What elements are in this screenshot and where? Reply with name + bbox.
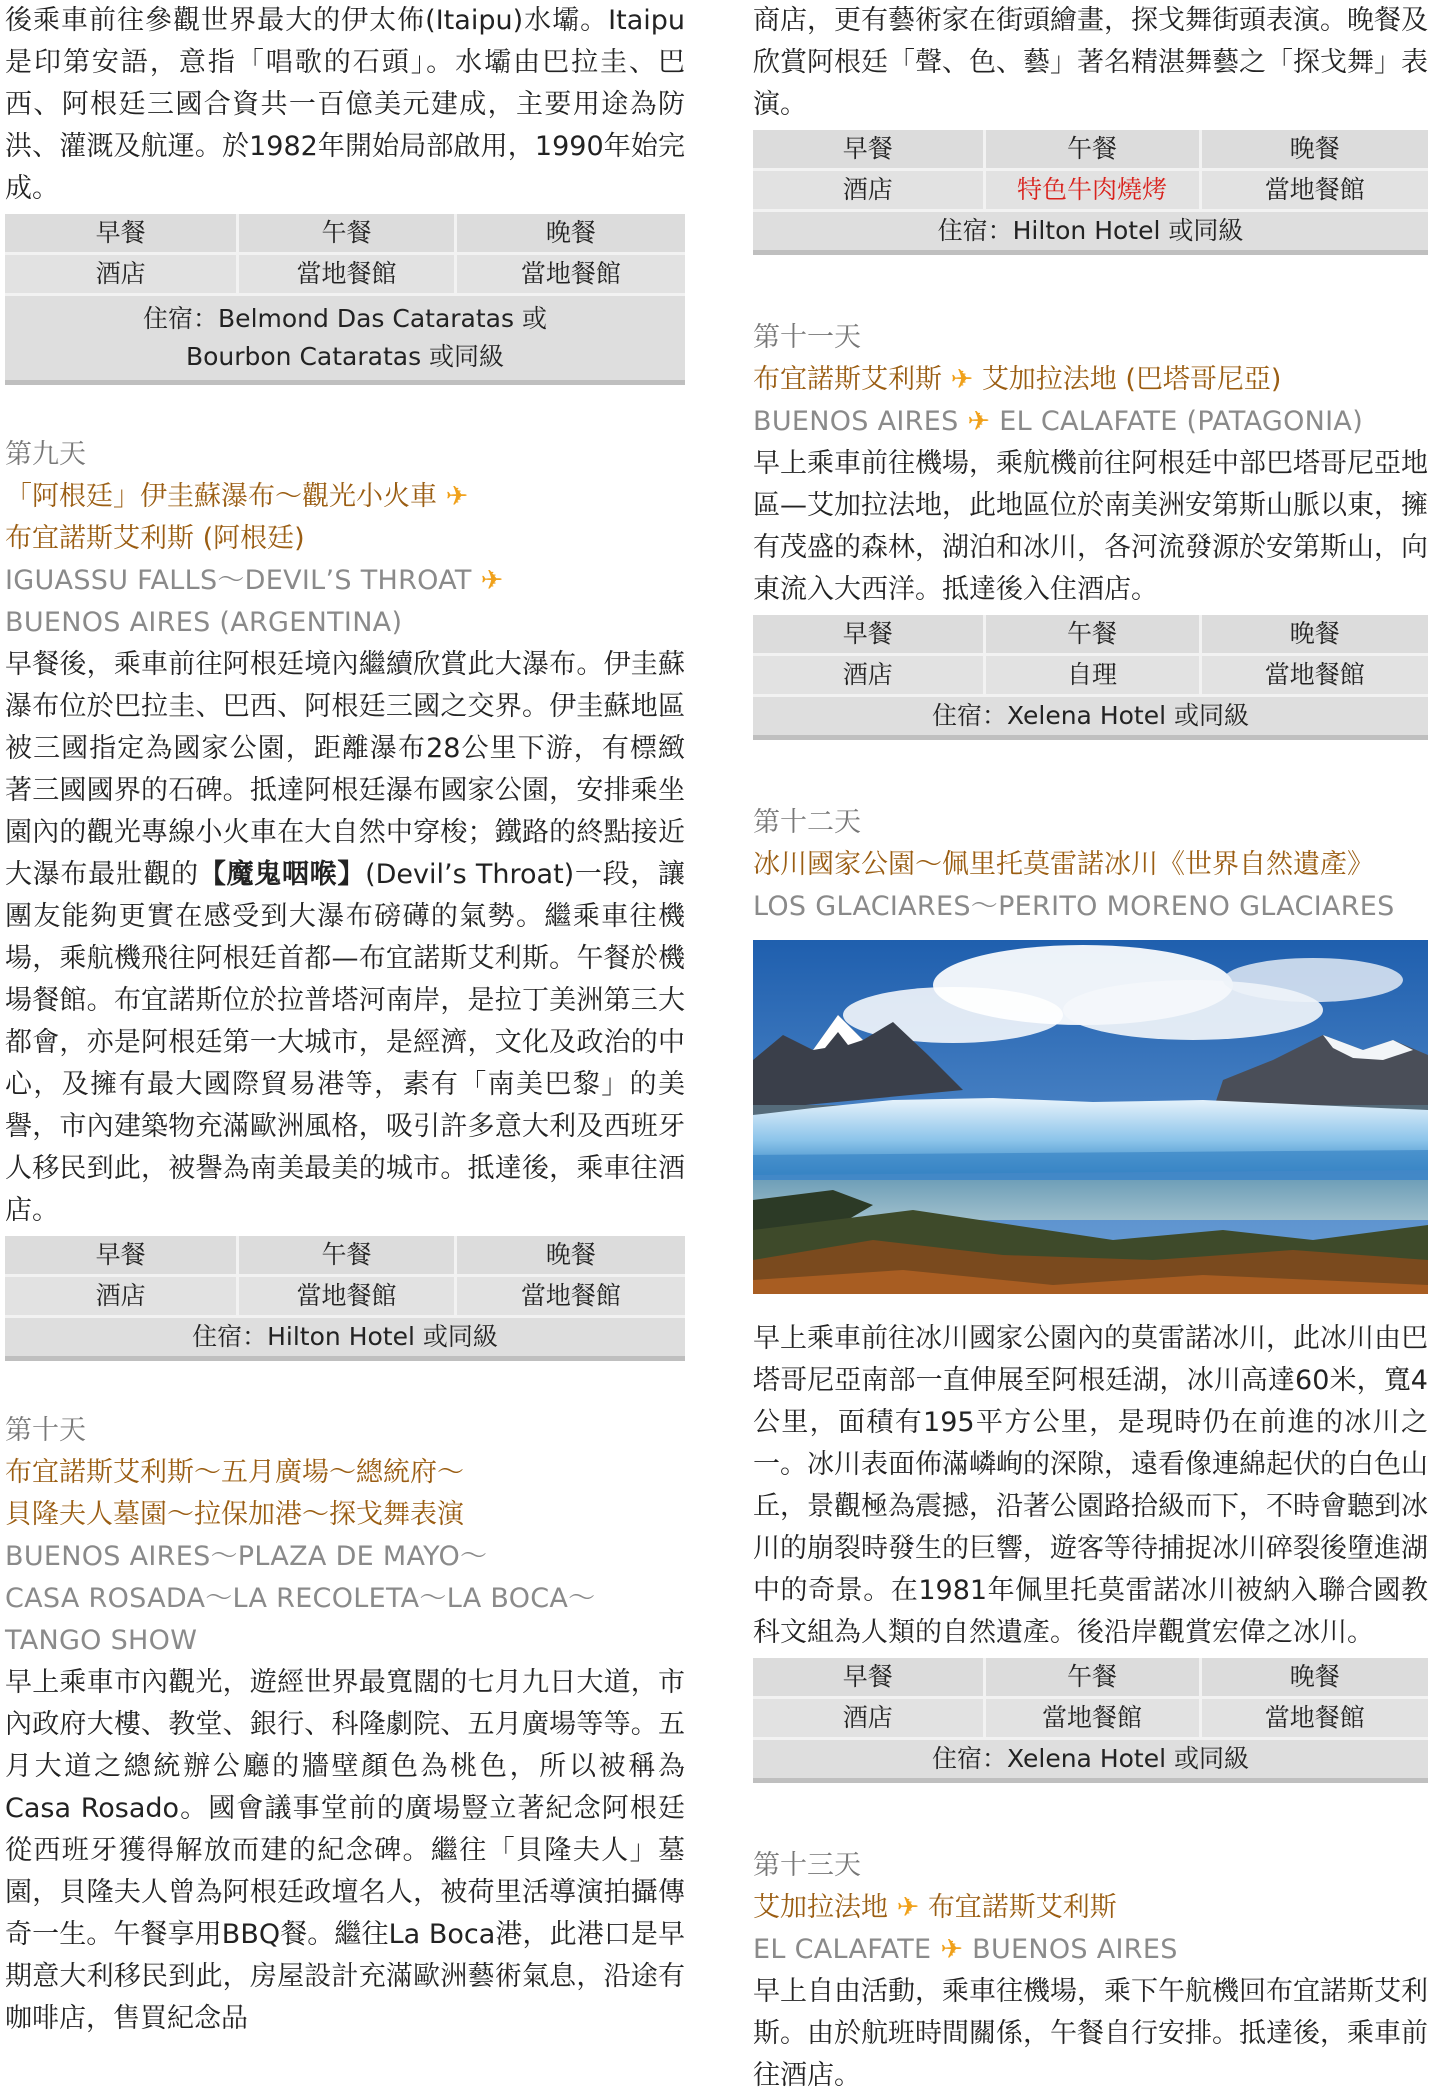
day10-title-en-line1: BUENOS AIRES～PLAZA DE MAYO～: [5, 1541, 488, 1572]
day11-title-cn: [753, 359, 1428, 401]
intro-paragraph: 後乘車前往參觀世界最大的伊太佈(Itaipu)水壩。Itaipu是印第安語，意指「唱歌的石頭」。水壩由巴拉圭、巴西、阿根廷三國合資共一百億美元建成，主要用途為防洪、灌溉及航運。於1982年開始局部啟用，1990年始完成。: [5, 5, 685, 204]
meal-table-day10: [753, 130, 1428, 255]
right-column: [753, 0, 1428, 2097]
day9-paragraph: [5, 644, 685, 1232]
day12-section: [753, 802, 1428, 1654]
breakfast-header: 早餐: [5, 1236, 236, 1277]
day10-title-en-line2: CASA ROSADA～LA RECOLETA～LA BOCA～: [5, 1583, 596, 1614]
breakfast-header: 早餐: [753, 1658, 983, 1699]
day13-label: 第十三天: [753, 1850, 861, 1881]
meal-table-day12: [753, 1658, 1428, 1783]
day11-section: [753, 317, 1428, 611]
day13-title-cn: [753, 1887, 1428, 1929]
airplane-icon: ✈: [950, 364, 974, 395]
airplane-icon: ✈: [940, 1934, 964, 1965]
lunch-header: 午餐: [983, 130, 1199, 171]
day13-section: [753, 1845, 1428, 2097]
day12-title-en: LOS GLACIARES～PERITO MORENO GLACIARES: [753, 891, 1395, 922]
day9-section: [5, 434, 685, 1232]
day10-paragraph: 早上乘車市內觀光，遊經世界最寬闊的七月九日大道，市內政府大樓、教堂、銀行、科隆劇院、五月廣場等等。五月大道之總統辦公廳的牆壁顏色為桃色，所以被稱為Casa Rosado。國會議事堂前的廣場豎立著紀念阿根廷從西班牙獲得解放而建的紀念碑。繼往「貝隆夫人」墓園，貝隆夫人曾為阿根廷政壇名人，被荷里活導演拍攝傳奇一生。午餐享用BBQ餐。繼往La Boca港，此港口是早期意大利移民到此，房屋設計充滿歐洲藝術氣息，沿途有咖啡店，售買紀念品: [5, 1667, 685, 2034]
day11-title-cn-to: 艾加拉法地 (巴塔哥尼亞): [981, 364, 1282, 395]
day9-label: 第九天: [5, 439, 86, 470]
accommodation-line1: 住宿：Belmond Das Cataratas 或: [143, 304, 547, 333]
accommodation: 住宿：Hilton Hotel 或同級: [753, 212, 1428, 250]
meal-table-day8: [5, 214, 685, 385]
lunch-header: 午餐: [236, 1236, 454, 1277]
day13-title-cn-from: 艾加拉法地: [753, 1892, 888, 1923]
lunch-value: 特色牛肉燒烤: [983, 171, 1199, 212]
dinner-header: 晚餐: [1199, 130, 1429, 171]
day11-paragraph: 早上乘車前往機場，乘航機前往阿根廷中部巴塔哥尼亞地區—艾加拉法地，此地區位於南美洲安第斯山脈以東，擁有茂盛的森林，湖泊和冰川，各河流發源於安第斯山，向東流入大西洋。抵達後入住酒店。: [753, 448, 1428, 605]
breakfast-value: 酒店: [5, 255, 236, 296]
day11-title-en-to: EL CALAFATE (PATAGONIA): [999, 406, 1364, 437]
day12-title-cn: 冰川國家公園～佩里托莫雷諾冰川《世界自然遺產》: [753, 849, 1374, 880]
breakfast-value: 酒店: [753, 171, 983, 212]
day11-title-en-from: BUENOS AIRES: [753, 406, 959, 437]
day10-section: [5, 1410, 685, 2040]
breakfast-value: 酒店: [5, 1277, 236, 1318]
meal-table-day9: [5, 1236, 685, 1361]
lunch-header: 午餐: [236, 214, 454, 255]
dinner-value: 當地餐館: [1199, 656, 1429, 697]
day11-title-en: [753, 401, 1428, 443]
breakfast-header: 早餐: [753, 130, 983, 171]
dinner-header: 晚餐: [1199, 1658, 1429, 1699]
day9-title-en-a: IGUASSU FALLS～DEVIL’S THROAT: [5, 565, 472, 596]
dinner-value: 當地餐館: [1199, 171, 1429, 212]
day10-title-cn-line2: 貝隆夫人墓園～拉保加港～探戈舞表演: [5, 1499, 464, 1530]
day13-title-en: [753, 1929, 1428, 1971]
day10-title-en-line3: TANGO SHOW: [5, 1625, 198, 1656]
day10-label: 第十天: [5, 1415, 86, 1446]
accommodation: 住宿：Hilton Hotel 或同級: [5, 1318, 685, 1356]
lunch-value: 當地餐館: [236, 1277, 454, 1318]
day13-title-cn-to: 布宜諾斯艾利斯: [927, 1892, 1117, 1923]
accommodation: 住宿：Xelena Hotel 或同級: [753, 1740, 1428, 1778]
glacier-photo: [753, 940, 1428, 1294]
airplane-icon: ✈: [967, 406, 991, 437]
day13-title-en-from: EL CALAFATE: [753, 1934, 932, 1965]
accommodation-line2: Bourbon Cataratas 或同級: [185, 342, 505, 371]
day9-title-cn-a: 「阿根廷」伊圭蘇瀑布～觀光小火車: [5, 481, 437, 512]
airplane-icon: ✈: [896, 1892, 920, 1923]
dinner-header: 晚餐: [454, 214, 685, 255]
dinner-value: 當地餐館: [454, 255, 685, 296]
breakfast-value: 酒店: [753, 1699, 983, 1740]
day9-paragraph-b: (Devil’s Throat)一段，讓團友能夠更實在感受到大瀑布磅礡的氣勢。繼乘車往機場，乘航機飛往阿根廷首都—布宜諾斯艾利斯。午餐於機場餐館。布宜諾斯位於拉普塔河南岸，是拉丁美洲第三大都會，亦是阿根廷第一大城市，是經濟，文化及政治的中心，及擁有最大國際貿易港等，素有「南美巴黎」的美譽，市內建築物充滿歐洲風格，吸引許多意大利及西班牙人移民到此，被譽為南美最美的城市。抵達後，乘車往酒店。: [5, 859, 686, 1226]
lunch-value: 當地餐館: [983, 1699, 1199, 1740]
day10-continued-paragraph: 商店，更有藝術家在街頭繪畫，探戈舞街頭表演。晚餐及欣賞阿根廷「聲、色、藝」著名精湛舞藝之「探戈舞」表演。: [753, 5, 1428, 120]
breakfast-value: 酒店: [753, 656, 983, 697]
day9-title-cn-line2: 布宜諾斯艾利斯 (阿根廷): [5, 523, 305, 554]
day13-paragraph: 早上自由活動，乘車往機場，乘下午航機回布宜諾斯艾利斯。由於航班時間關係，午餐自行安排。抵達後，乘車前往酒店。: [753, 1976, 1428, 2091]
lunch-value: 當地餐館: [236, 255, 454, 296]
day9-title-en-line2: BUENOS AIRES (ARGENTINA): [5, 607, 403, 638]
dinner-header: 晚餐: [1199, 615, 1429, 656]
accommodation: [5, 296, 685, 380]
left-column: [5, 0, 685, 2040]
day9-paragraph-bold: 【魔鬼咽喉】: [198, 859, 366, 890]
day11-label: 第十一天: [753, 322, 861, 353]
day9-paragraph-a: 早餐後，乘車前往阿根廷境內繼續欣賞此大瀑布。伊圭蘇瀑布位於巴拉圭、巴西、阿根廷三國之交界。伊圭蘇地區被三國指定為國家公園，距離瀑布28公里下游，有標緻著三國國界的石碑。抵達阿根廷瀑布國家公園，安排乘坐園內的觀光專線小火車在大自然中穿梭；鐵路的終點接近大瀑布最壯觀的: [5, 649, 685, 890]
day13-title-en-to: BUENOS AIRES: [972, 1934, 1178, 1965]
day11-title-cn-from: 布宜諾斯艾利斯: [753, 364, 942, 395]
breakfast-header: 早餐: [5, 214, 236, 255]
airplane-icon: ✈: [445, 481, 469, 512]
day10-title-cn-line1: 布宜諾斯艾利斯～五月廣場～總統府～: [5, 1457, 464, 1488]
dinner-value: 當地餐館: [1199, 1699, 1429, 1740]
day12-label: 第十二天: [753, 807, 861, 838]
day9-title-en-line1: [5, 560, 685, 602]
day9-title-cn-line1: [5, 476, 685, 518]
day12-paragraph: 早上乘車前往冰川國家公園內的莫雷諾冰川，此冰川由巴塔哥尼亞南部一直伸展至阿根廷湖，冰川高達60米，寬4公里，面積有195平方公里，是現時仍在前進的冰川之一。冰川表面佈滿嶙峋的深隙，遠看像連綿起伏的白色山丘，景觀極為震撼，沿著公園路拾級而下，不時會聽到冰川的崩裂時發生的巨響，遊客等待捕捉冰川碎裂後墮進湖中的奇景。在1981年佩里托莫雷諾冰川被納入聯合國教科文組為人類的自然遺產。後沿岸觀賞宏偉之冰川。: [753, 1323, 1428, 1648]
accommodation: 住宿：Xelena Hotel 或同級: [753, 697, 1428, 735]
lunch-value: 自理: [983, 656, 1199, 697]
lunch-header: 午餐: [983, 1658, 1199, 1699]
dinner-header: 晚餐: [454, 1236, 685, 1277]
lunch-header: 午餐: [983, 615, 1199, 656]
meal-table-day11: [753, 615, 1428, 740]
breakfast-header: 早餐: [753, 615, 983, 656]
dinner-value: 當地餐館: [454, 1277, 685, 1318]
airplane-icon: ✈: [480, 565, 504, 596]
